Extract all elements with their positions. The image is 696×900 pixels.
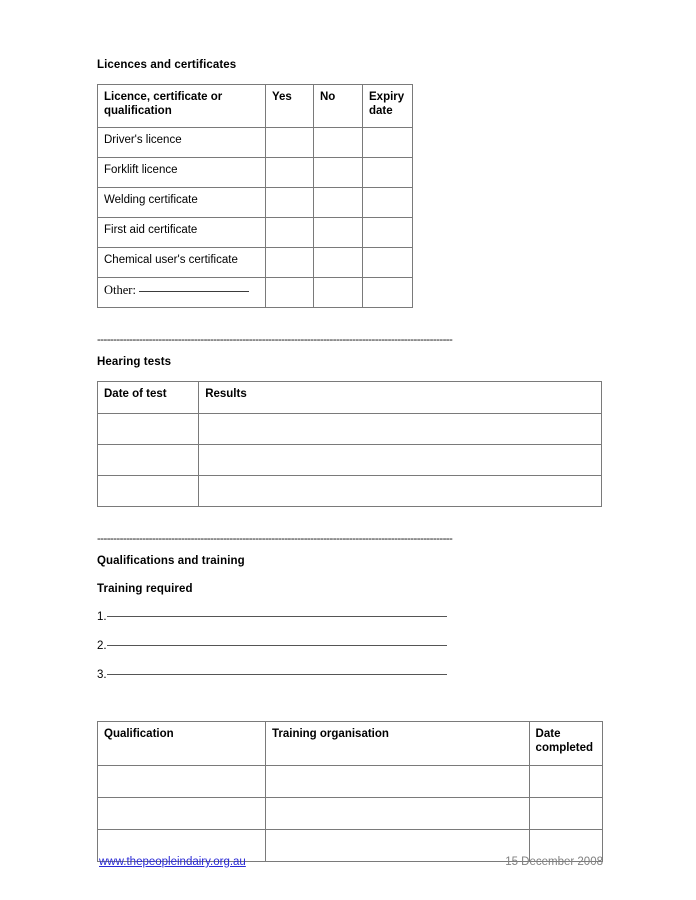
training-required-subheading: Training required [97, 583, 193, 595]
column-header-expiry-date: Expiry date [363, 85, 413, 128]
date-completed-cell[interactable] [529, 798, 602, 830]
no-cell[interactable] [314, 278, 363, 308]
date-of-test-cell[interactable] [98, 476, 199, 507]
section-separator: -------------------------------------------------------------------------------------------------------------- [97, 533, 453, 545]
table-row [98, 188, 413, 218]
training-organisation-cell[interactable] [265, 798, 529, 830]
table-row [98, 414, 602, 445]
date-of-test-cell[interactable] [98, 414, 199, 445]
results-cell[interactable] [199, 476, 602, 507]
date-completed-cell[interactable] [529, 766, 602, 798]
column-header-qualification: Qualification [98, 722, 266, 766]
table-row [98, 798, 603, 830]
table-header-row [98, 85, 413, 128]
table-row [98, 445, 602, 476]
table-header-row [98, 382, 602, 414]
column-header-date-completed: Date completed [529, 722, 602, 766]
results-cell[interactable] [199, 414, 602, 445]
no-cell[interactable] [314, 128, 363, 158]
expiry-date-cell[interactable] [363, 158, 413, 188]
footer-website-link[interactable]: www.thepeopleindairy.org.au [99, 856, 246, 868]
column-header-training-organisation: Training organisation [265, 722, 529, 766]
expiry-date-cell[interactable] [363, 128, 413, 158]
footer-date: 15 December 2008 [505, 856, 603, 868]
training-required-item-3 [97, 668, 603, 684]
item-number: 3. [97, 669, 107, 681]
no-cell[interactable] [314, 158, 363, 188]
column-header-yes: Yes [266, 85, 314, 128]
qualifications-table [97, 721, 603, 862]
qualification-cell[interactable] [98, 766, 266, 798]
no-cell[interactable] [314, 248, 363, 278]
item-number: 1. [97, 611, 107, 623]
date-of-test-cell[interactable] [98, 445, 199, 476]
yes-cell[interactable] [266, 188, 314, 218]
licence-name-cell: Driver's licence [98, 128, 266, 158]
table-row [98, 476, 602, 507]
training-required-item-1 [97, 610, 603, 626]
results-cell[interactable] [199, 445, 602, 476]
expiry-date-cell[interactable] [363, 188, 413, 218]
hearing-tests-table [97, 381, 602, 507]
column-header-results: Results [199, 382, 602, 414]
licence-name-cell: Forklift licence [98, 158, 266, 188]
training-fill-rule[interactable] [107, 645, 447, 646]
table-row [98, 128, 413, 158]
training-fill-rule[interactable] [107, 616, 447, 617]
licences-table [97, 84, 413, 308]
no-cell[interactable] [314, 188, 363, 218]
table-row [98, 158, 413, 188]
other-licence-cell[interactable] [98, 278, 266, 308]
training-organisation-cell[interactable] [265, 766, 529, 798]
table-row [98, 248, 413, 278]
licences-heading: Licences and certificates [97, 59, 237, 71]
item-number: 2. [97, 640, 107, 652]
expiry-date-cell[interactable] [363, 218, 413, 248]
training-required-item-2 [97, 639, 603, 655]
licence-name-cell: First aid certificate [98, 218, 266, 248]
yes-cell[interactable] [266, 158, 314, 188]
training-fill-rule[interactable] [107, 674, 447, 675]
table-row-other [98, 278, 413, 308]
yes-cell[interactable] [266, 248, 314, 278]
other-fill-rule[interactable] [139, 291, 249, 292]
licence-name-cell: Welding certificate [98, 188, 266, 218]
licence-name-cell: Chemical user's certificate [98, 248, 266, 278]
table-row [98, 218, 413, 248]
document-content [97, 58, 603, 862]
table-header-row [98, 722, 603, 766]
no-cell[interactable] [314, 218, 363, 248]
yes-cell[interactable] [266, 218, 314, 248]
column-header-date-of-test: Date of test [98, 382, 199, 414]
page-footer [99, 855, 603, 870]
section-separator: -------------------------------------------------------------------------------------------------------------- [97, 334, 453, 346]
yes-cell[interactable] [266, 128, 314, 158]
hearing-tests-heading: Hearing tests [97, 356, 172, 368]
qualifications-heading: Qualifications and training [97, 555, 245, 567]
column-header-licence: Licence, certificate or qualification [98, 85, 266, 128]
expiry-date-cell[interactable] [363, 278, 413, 308]
yes-cell[interactable] [266, 278, 314, 308]
expiry-date-cell[interactable] [363, 248, 413, 278]
qualification-cell[interactable] [98, 798, 266, 830]
other-label: Other: [104, 283, 136, 297]
table-row [98, 766, 603, 798]
column-header-no: No [314, 85, 363, 128]
